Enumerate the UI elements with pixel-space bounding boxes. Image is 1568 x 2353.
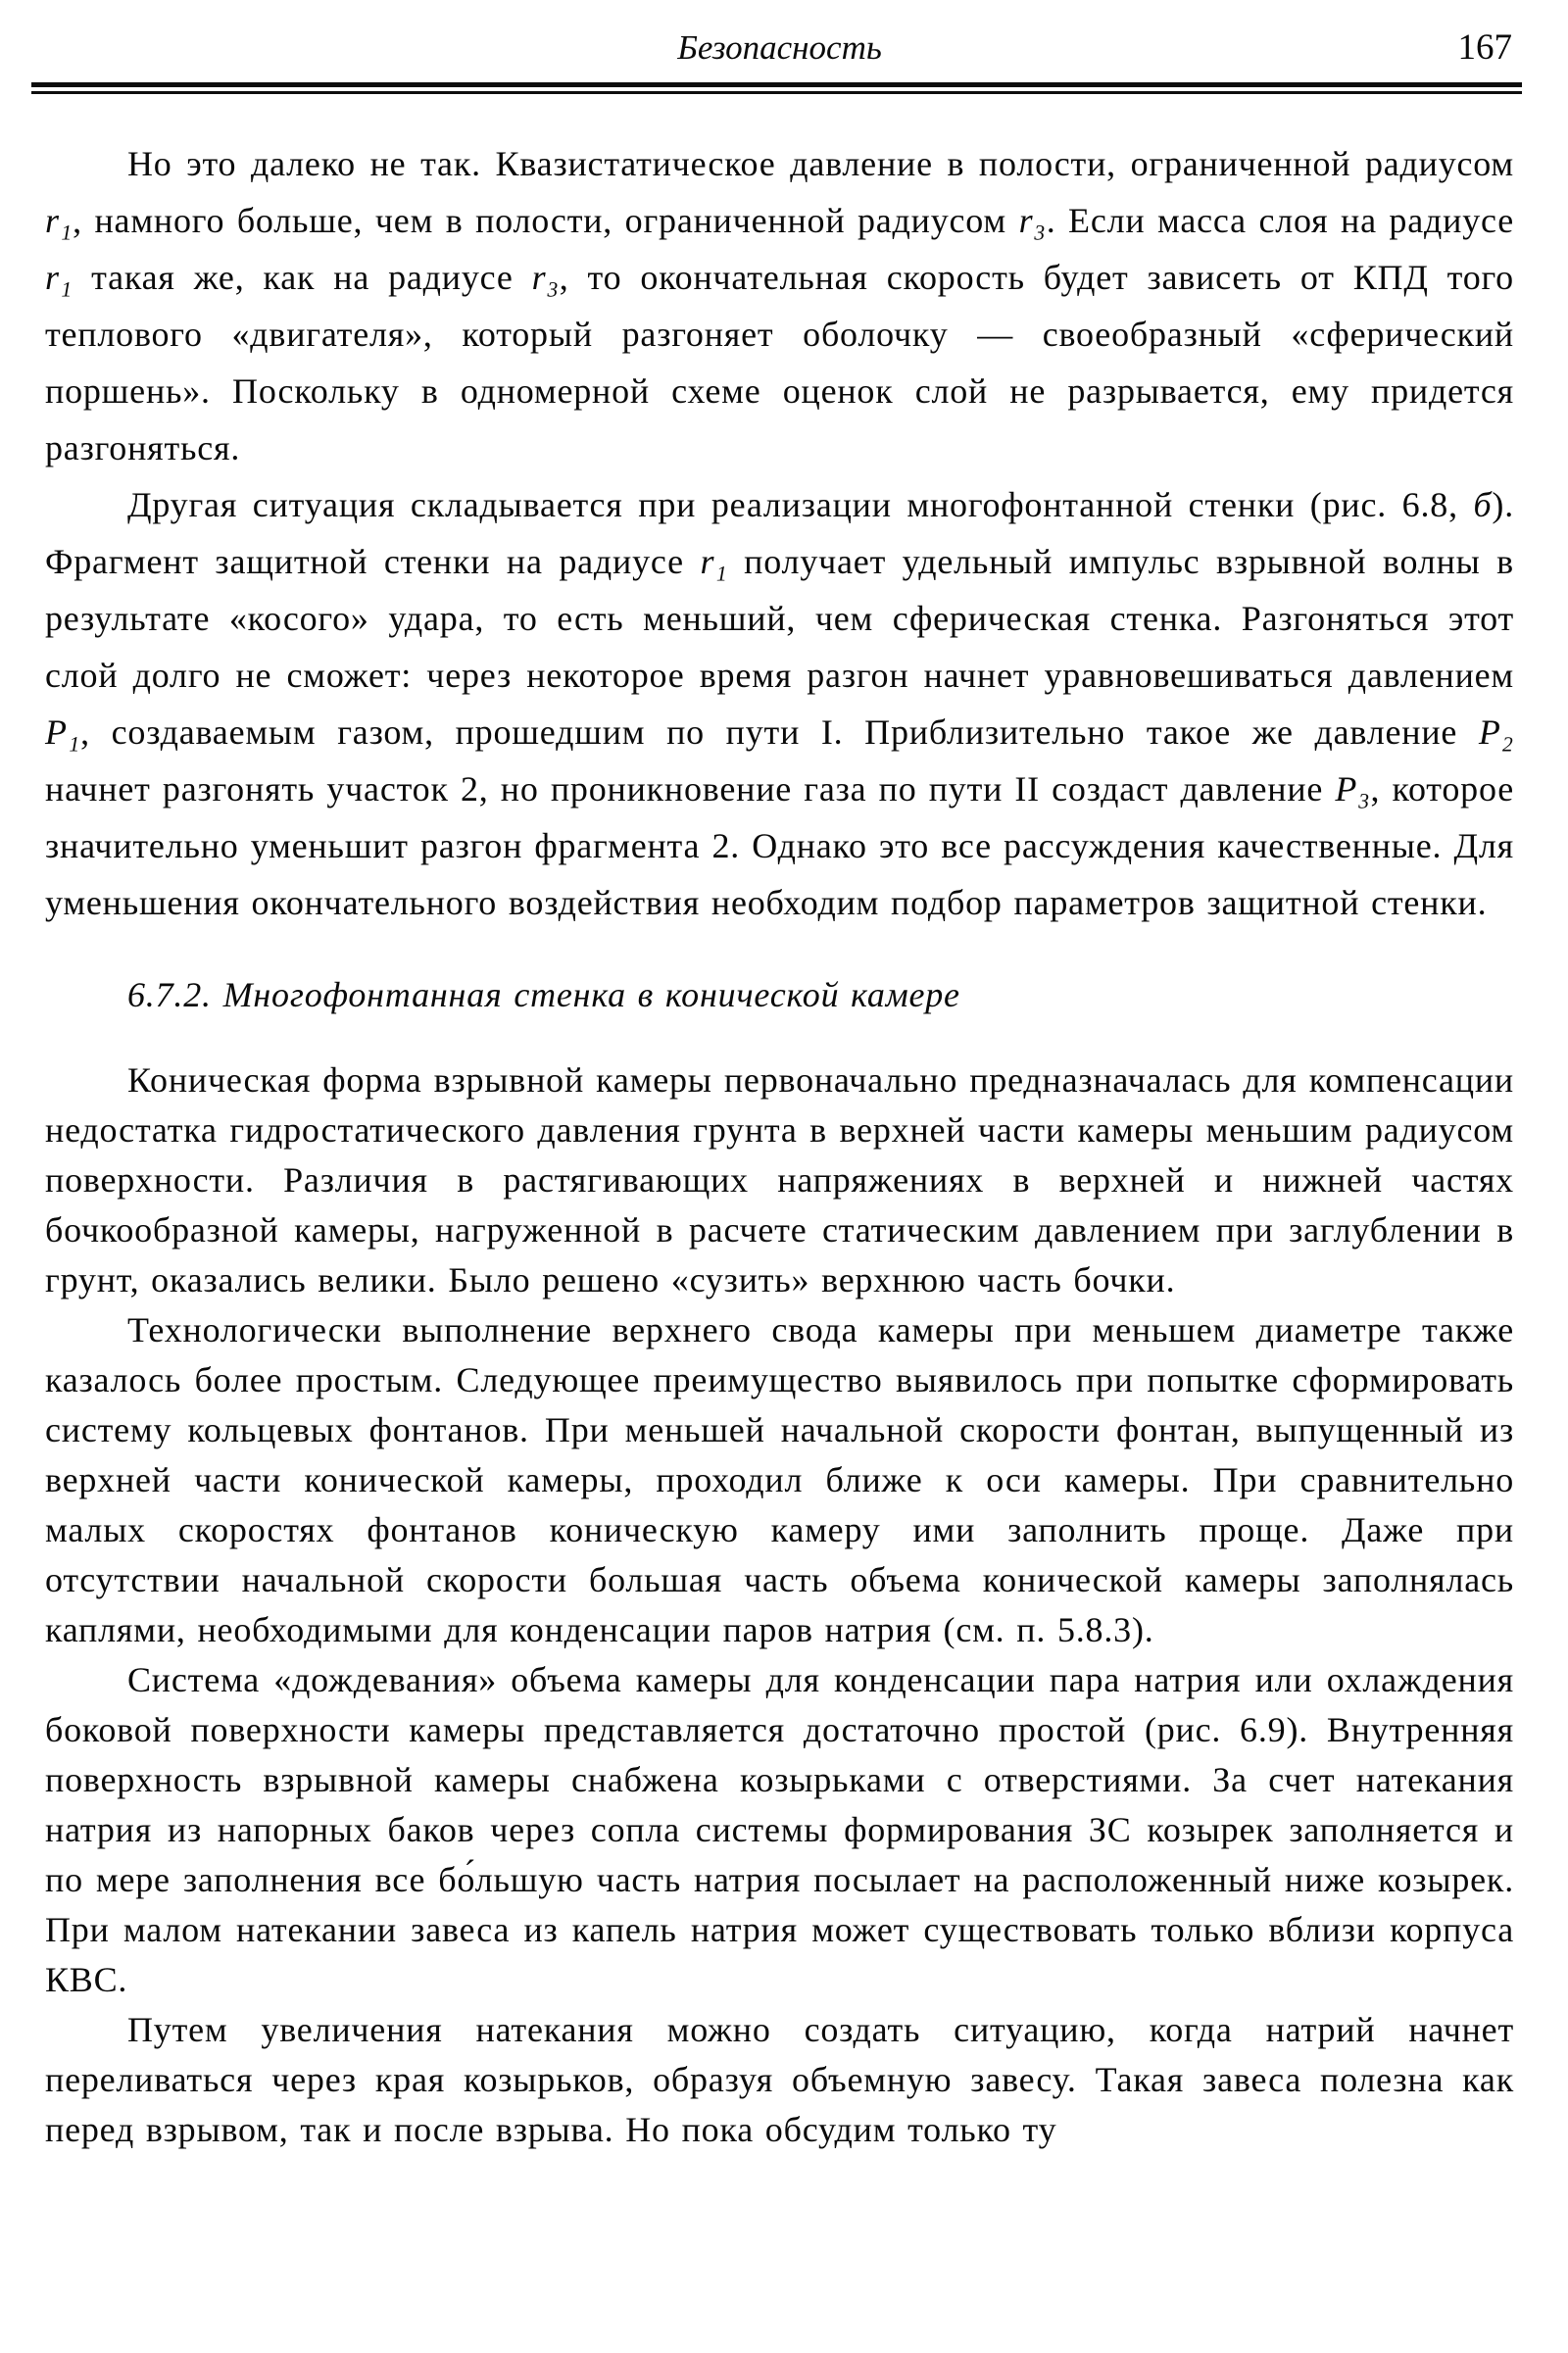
text-run: , намного больше, чем в полости, ограниченной радиусом [73, 201, 1019, 240]
text-run: 6.7.2. Многофонтанная стенка в конической камере [127, 975, 960, 1014]
page-number: 167 [1457, 27, 1512, 68]
text-run: Система «дождевания» объема камеры для конденсации пара натрия или охлаждения боковой поверхности камеры представляется достаточно простой (рис. 6.9). Внутренняя поверхность взрывной камеры снабжена козырьками с отверстиями. За счет натекания натрия из напорных баков через сопла системы формирования ЗС козырек заполняется и по мере заполнения все бо́льшую часть натрия посылает на расположенный ниже козырек. При малом натекании завеса из капель натрия может существовать только вблизи корпуса КВС. [45, 1660, 1514, 1999]
math-variable: P₂ [1478, 712, 1514, 752]
paragraph [45, 476, 1514, 931]
page-header [45, 24, 1514, 73]
paragraph [45, 1655, 1514, 2005]
text-run: такая же, как на радиусе [73, 258, 532, 297]
paragraph [45, 1055, 1514, 1305]
text-run: начнет разгонять участок 2, но проникновение газа по пути II создаст давление [45, 769, 1336, 809]
text-run: Путем увеличения натекания можно создать ситуацию, когда натрий начнет переливаться через края козырьков, образуя объемную завесу. Такая завеса полезна как перед взрывом, так и после взрыва. Но пока обсудим только ту [45, 2010, 1514, 2149]
math-variable: r₁ [45, 201, 74, 240]
text-run: , то окончательная скорость будет зависеть от КПД того теплового «двигателя», который разгоняет оболочку — своеобразный «сферический поршень». Поскольку в одномерной схеме оценок слой не разрывается, ему придется разгоняться. [45, 258, 1514, 467]
math-variable: P₃ [1335, 769, 1371, 809]
math-variable: P₁ [45, 712, 81, 752]
section-heading [45, 970, 1514, 1020]
running-title: Безопасность [677, 28, 882, 67]
text-run: Технологически выполнение верхнего свода камеры при меньшем диаметре также казалось более простым. Следующее преимущество выявилось при попытке сформировать систему кольцевых фонтанов. При меньшей начальной скорости фонтан, выпущенный из верхней части конической камеры, проходил ближе к оси камеры. При сравнительно малых скоростях фонтанов коническую камеру ими заполнить проще. Даже при отсутствии начальной скорости большая часть объема конической камеры заполнялась каплями, необходимыми для конденсации паров натрия (см. п. 5.8.3). [45, 1310, 1514, 1649]
page-body [45, 135, 1514, 2155]
text-run: получает удельный импульс взрывной волны в результате «косого» удара, то есть меньший, чем сферическая стенка. Разгоняться этот слой долго не сможет: через некоторое время разгон начнет уравновешиваться давлением [45, 542, 1514, 695]
text-run: . Если масса слоя на радиусе [1046, 201, 1514, 240]
math-variable: r₁ [45, 258, 74, 297]
text-run: ). Фрагмент защитной стенки на радиусе [45, 485, 1514, 581]
math-variable: r₁ [700, 542, 728, 581]
math-variable: r₃ [1018, 201, 1047, 240]
math-variable: б [1473, 485, 1493, 524]
paragraph [45, 135, 1514, 476]
math-variable: r₃ [531, 258, 560, 297]
text-run: Коническая форма взрывной камеры первоначально предназначалась для компенсации недостатка гидростатического давления грунта в верхней части камеры меньшим радиусом поверхности. Различия в растягивающих напряжениях в верхней и нижней частях бочкообразной камеры, нагруженной в расчете статическим давлением при заглублении в грунт, оказались велики. Было решено «сузить» верхнюю часть бочки. [45, 1060, 1514, 1299]
paragraph [45, 1305, 1514, 1655]
text-run: Но это далеко не так. Квазистатическое давление в полости, ограниченной радиусом [127, 144, 1514, 183]
text-run: Другая ситуация складывается при реализации многофонтанной стенки (рис. 6.8, [127, 485, 1474, 524]
header-rule [31, 82, 1522, 94]
text-run: , которое значительно уменьшит разгон фрагмента 2. Однако это все рассуждения качественные. Для уменьшения окончательного воздействия необходим подбор параметров защитной стенки. [45, 769, 1514, 922]
paragraph [45, 2005, 1514, 2155]
text-run: , создаваемым газом, прошедшим по пути I. Приблизительно такое же давление [80, 712, 1479, 752]
